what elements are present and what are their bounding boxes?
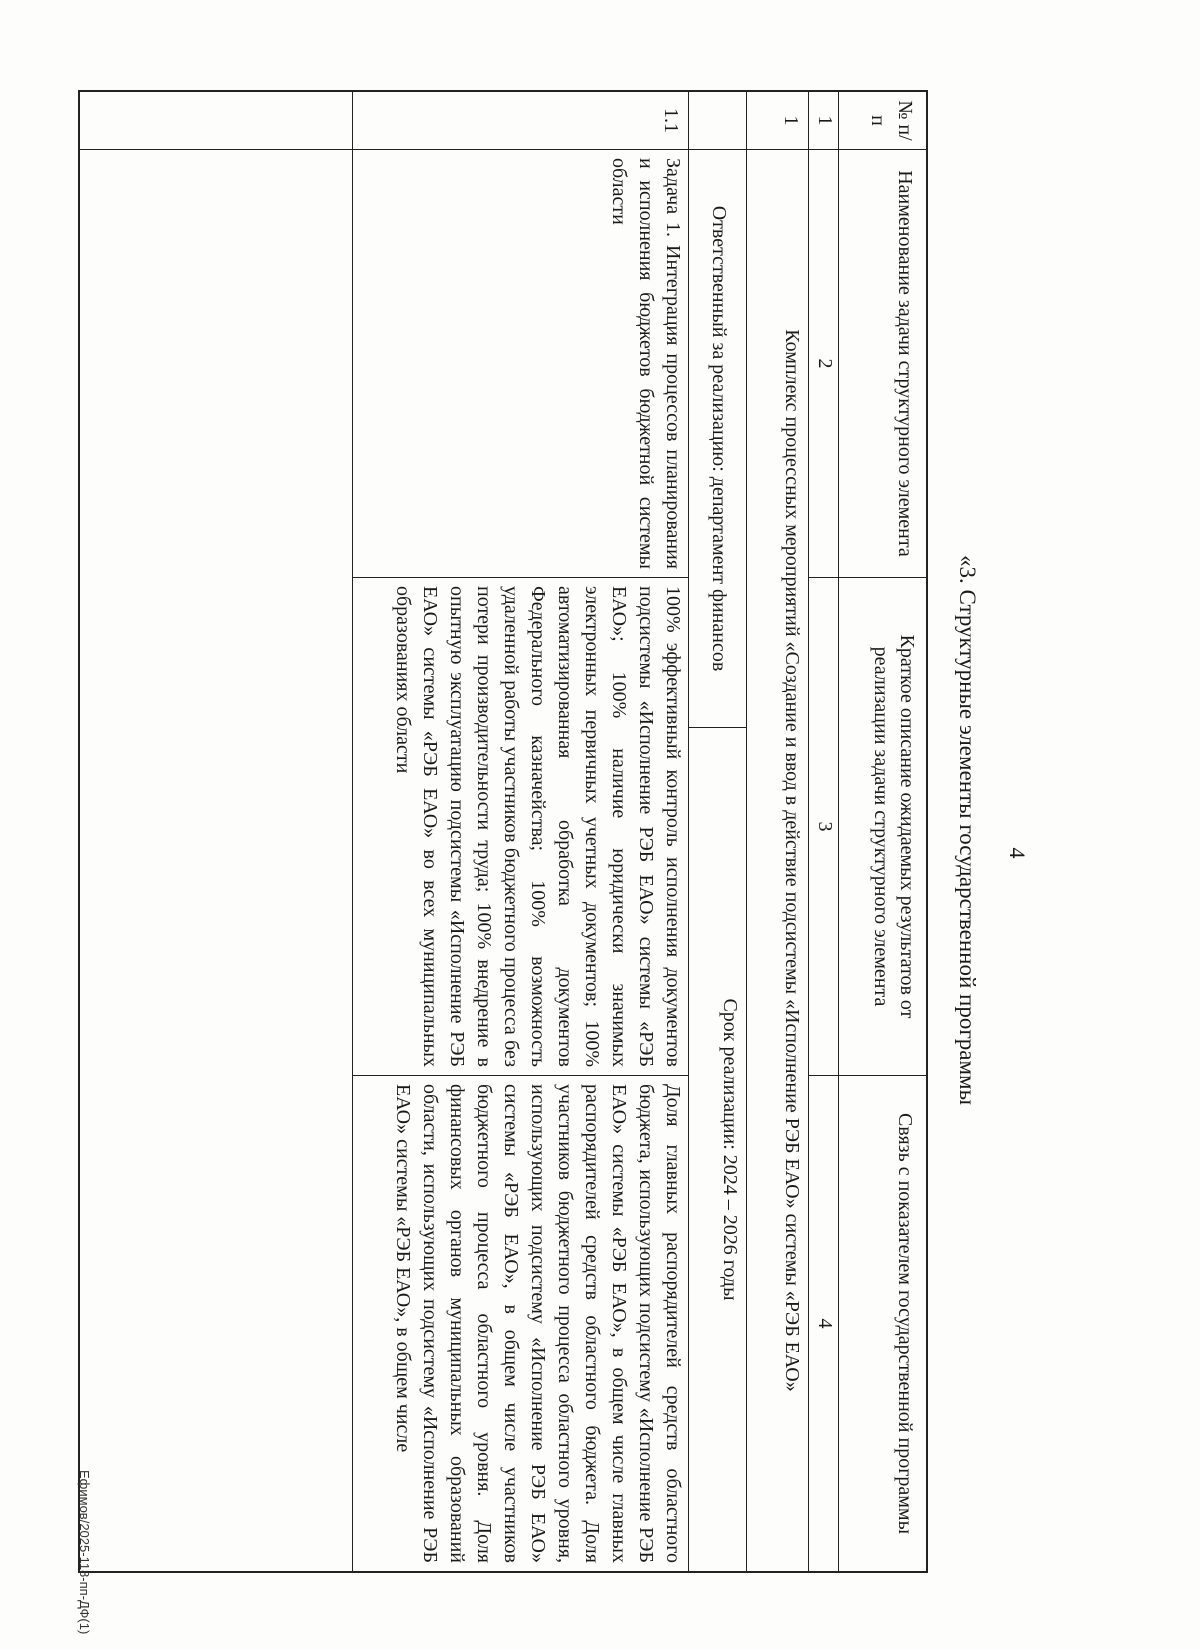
header-indicators: Связь с показателем государственной программы: [894, 1112, 916, 1535]
empty-continuation-row: [80, 92, 352, 1571]
header-number: № п/п: [839, 92, 926, 150]
header-results: Краткое описание ожидаемых результатов от реализации задачи структурного элемента: [839, 578, 926, 1076]
structural-elements-table: [78, 90, 928, 1573]
responsible-cell: Ответственный за реализацию: департамент финансов: [689, 150, 746, 728]
column-number-3: 3: [809, 578, 838, 1076]
term-cell: Срок реализации: 2024 – 2026 годы: [719, 998, 741, 1301]
column-number-1: 1: [809, 92, 838, 150]
responsible-empty-cell: [689, 92, 746, 150]
task-name: Задача 1. Интеграция процессов планирования и исполнения бюджетов бюджетной системы области: [353, 150, 688, 578]
page-number: 4: [1005, 847, 1030, 859]
responsible-row: [688, 92, 746, 1571]
task-number: 1.1: [353, 92, 688, 150]
column-number-4: 4: [814, 1318, 836, 1329]
section-title-cell: Комплекс процессных мероприятий «Создание и ввод в действие подсистемы «Исполнение РЭБ ЕАО» системы «РЭБ ЕАО»: [781, 329, 803, 1392]
document-code: Ефимов/2025-118-пп-ДФ(1): [77, 1470, 92, 1635]
task-indicators: Доля главных распорядителей средств областного бюджета, использующих подсистему «Исполнение РЭБ ЕАО» системы «РЭБ ЕАО», в общем числе главных распорядителей средств областного бюджета. Доля участников бюджетного процесса областного уровня, использующих подсистему «Исполнение РЭБ ЕАО» системы «РЭБ ЕАО», в общем числе участников бюджетного процесса областного уровня. Доля финансовых органов муниципальных образований области, использующих подсистему «Исполнение РЭБ ЕАО» системы «РЭБ ЕАО», в общем числе: [392, 1084, 684, 1563]
column-number-2: 2: [809, 150, 838, 578]
header-task-name: Наименование задачи структурного элемента: [839, 150, 926, 578]
task-results: 100% эффективный контроль исполнения документов подсистемы «Исполнение РЭБ ЕАО» системы «РЭБ ЕАО»; 100% наличие юридически значимых электронных первичных учетных документов; 100% автоматизированная обработка документов Федерального казначейства; 100% возможность удаленной работы участников бюджетного процесса без потери производительности труда; 100% внедрение в опытную эксплуатацию подсистемы «Исполнение РЭБ ЕАО» системы «РЭБ ЕАО» во всех муниципальных образованиях области: [353, 578, 688, 1076]
section-row: [746, 92, 808, 1571]
section-number: 1: [747, 92, 808, 150]
continuation-empty-cell: [80, 92, 352, 150]
column-numbers-row: [808, 92, 838, 1571]
table-header-row: [838, 92, 926, 1571]
section-title: «3. Структурные элементы государственной программы: [955, 554, 980, 1106]
task-row: [352, 92, 688, 1571]
